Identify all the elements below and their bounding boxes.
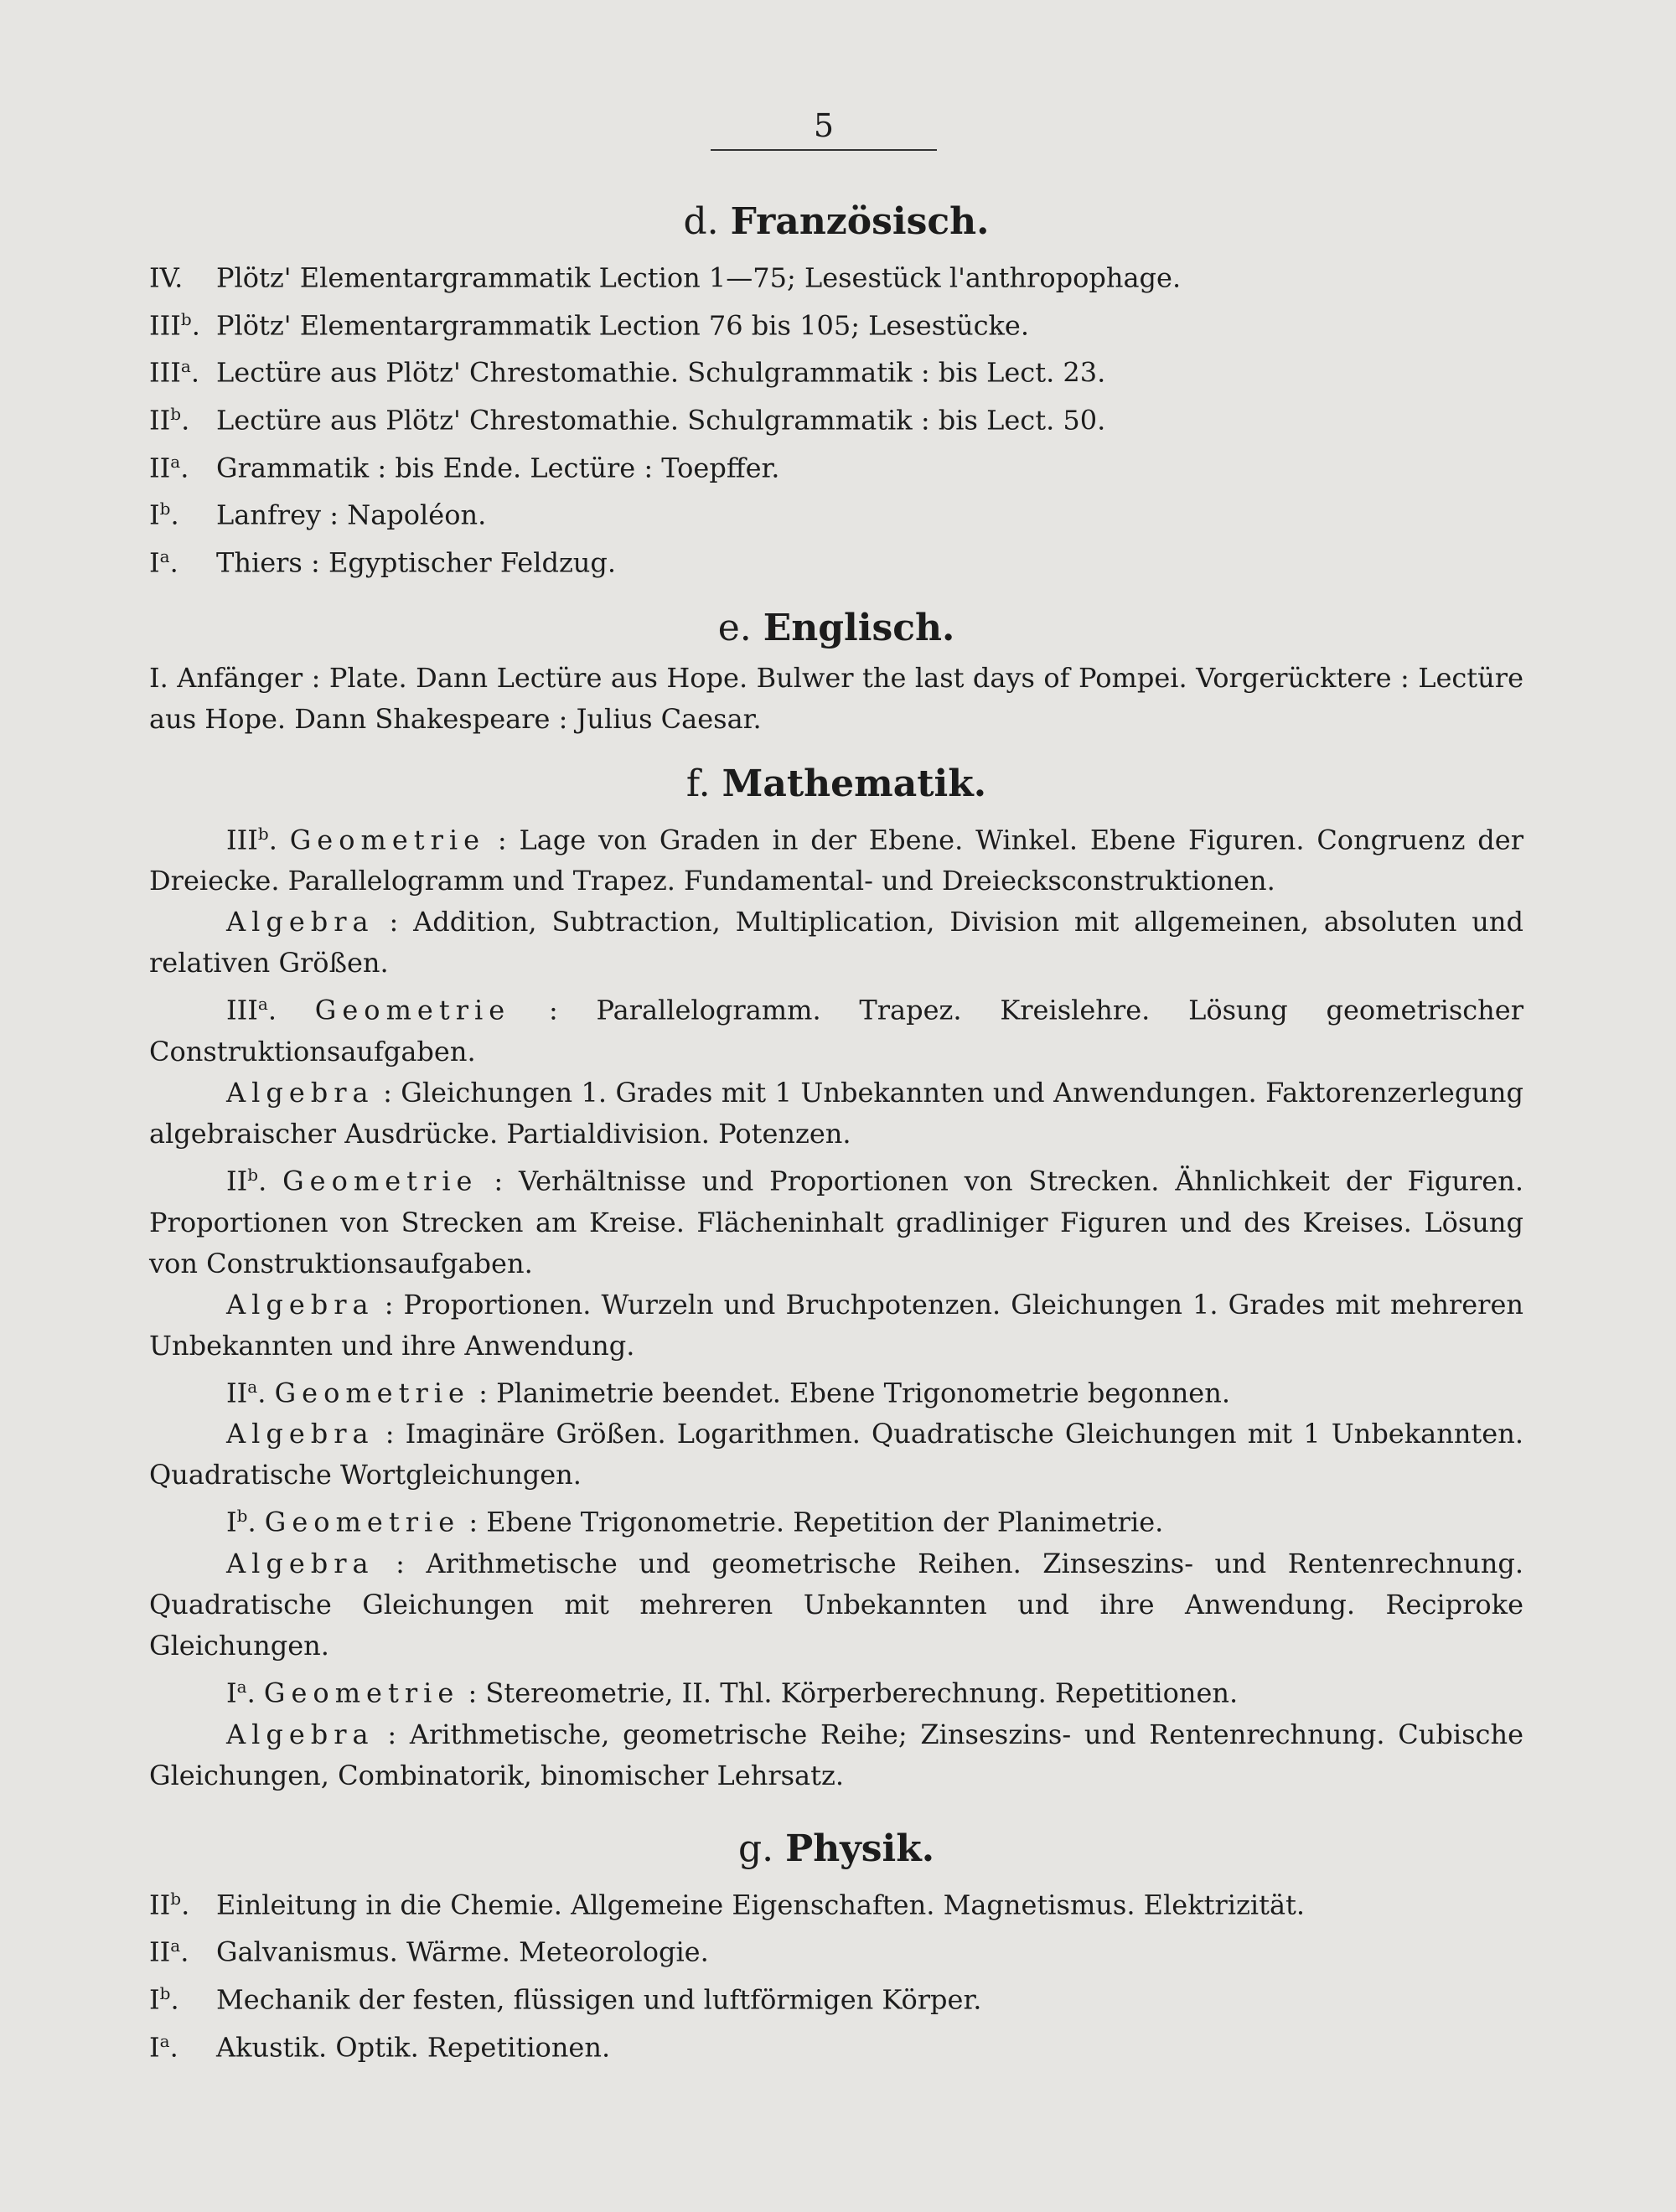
class-level: $I^a$. [149,545,178,579]
math-entry [149,1072,1523,1155]
entry-text: : Lage von Graden in der Ebene. Winkel. Ebene Figuren. Congruenz der Dreiecke. Parallelogramm und Trapez. Fundamental- und Dreiecksconstruktionen. [149,824,1524,897]
topic-label: Algebra [226,1418,375,1450]
class-level: I [226,1677,237,1709]
class-level: $I^b$. [149,499,179,531]
math-entry [149,1284,1523,1367]
section-letter: g. [737,1827,774,1870]
mathematics-list [149,814,1523,1796]
section-heading-english [149,599,1523,658]
entry-text: : Arithmetische, geometrische Reihe; Zinseszins- und Rentenrechnung. Cubische Gleichungen, Combinatorik, binomischer Lehrsatz. [149,1718,1524,1791]
math-entry: $I^a$. Geometrie : Stereometrie, II. Thl. Körperberechnung. Repetitionen. [226,1676,1239,1709]
class-level: $II^b$. [149,403,190,437]
math-entry [149,1714,1523,1796]
math-entry: $I^b$. Geometrie : Ebene Trigonometrie. Repetition der Planimetrie. [226,1506,1164,1538]
class-level: $I^b$. [149,1982,179,2016]
page-content [149,193,1523,2068]
math-entry: III$^b$. Geometrie : Lage von Graden in der Ebene. Winkel. Ebene Figuren. Congruenz der Dreiecke. Parallelogramm und Trapez. Fundamental- und Dreiecksconstruktionen. [149,823,1524,897]
list-item [149,1879,1523,1926]
topic-label: Algebra [226,1288,375,1320]
entry-text: : Proportionen. Wurzeln und Bruchpotenzen. Gleichungen 1. Grades mit mehreren Unbekannten und ihre Anwendung. [149,1288,1524,1362]
list-item [149,251,1523,299]
list-item [149,346,1523,394]
class-level: II [226,1377,248,1409]
entry-text: : Ebene Trigonometrie. Repetition der Planimetrie. [468,1506,1164,1538]
section-title: Physik. [785,1827,935,1870]
item-text: Mechanik der festen, flüssigen und luftförmigen Körper. [216,1983,982,2016]
class-level: III$^a$. [149,356,200,389]
topic-label: Geometrie [289,824,486,856]
topic-label: Geometrie [264,1506,461,1538]
list-item [149,442,1523,489]
section-title: Mathematik. [722,762,987,805]
class-level: III$^b$. [149,308,200,342]
section-letter: e. [717,606,752,649]
item-text: Lectüre aus Plötz' Chrestomathie. Schulgrammatik : bis Lect. 50. [216,404,1106,437]
class-level: $II^a$. [149,451,189,484]
topic-label: Algebra [226,906,375,938]
class-level: I [226,1506,237,1538]
list-item [149,299,1523,347]
section-heading-french [149,193,1523,251]
item-text: Plötz' Elementargrammatik Lection 1—75; Lesestück l'anthropophage. [216,261,1182,294]
item-text: Lanfrey : Napoléon. [216,499,487,531]
math-entry: $II^a$. Geometrie : Planimetrie beendet. Ebene Trigonometrie begonnen. [226,1376,1231,1409]
topic-label: Geometrie [263,1677,460,1709]
math-entry: III$^a$. Geometrie : Parallelogramm. Trapez. Kreislehre. Lösung geometrischer Construktionsaufgaben. [149,994,1524,1067]
item-text: Plötz' Elementargrammatik Lection 76 bis 105; Lesestücke. [216,309,1029,342]
item-text: Grammatik : bis Ende. Lectüre : Toepffer. [216,452,780,484]
class-level: II [226,1165,248,1197]
class-level: IV. [149,261,184,294]
section-letter: d. [683,200,719,243]
entry-text: : Imaginäre Größen. Logarithmen. Quadratische Gleichungen mit 1 Unbekannten. Quadratische Wortgleichungen. [149,1418,1524,1491]
topic-label: Algebra [226,1547,375,1579]
english-paragraph: I. Anfänger : Plate. Dann Lectüre aus Hope. Bulwer the last days of Pompei. Vorgerücktere : Lectüre aus Hope. Dann Shakespeare : Julius Caesar. [149,661,1523,735]
math-entry [149,1414,1523,1496]
topic-label: Geometrie [282,1165,478,1197]
item-text: Thiers : Egyptischer Feldzug. [216,546,617,579]
entry-text: : Parallelogramm. Trapez. Kreislehre. Lösung geometrischer Construktionsaufgaben. [149,994,1524,1067]
item-text: Lectüre aus Plötz' Chrestomathie. Schulgrammatik : bis Lect. 23. [216,356,1106,389]
entry-text: : Arithmetische und geometrische Reihen. Zinseszins- und Rentenrechnung. Quadratische Gleichungen mit mehreren Unbekannten und ihre Anwendung. Reciproke Gleichungen. [149,1547,1523,1662]
section-heading-mathematics [149,755,1523,814]
list-item [149,1925,1523,1973]
header-rule [711,149,937,151]
entry-text: : Addition, Subtraction, Multiplication, Division mit allgemeinen, absoluten und relativen Größen. [149,906,1524,979]
math-entry [149,1543,1523,1667]
class-level: $II^a$. [149,1936,189,1968]
topic-label: Geometrie [314,994,511,1026]
section-heading-physics [149,1820,1523,1879]
math-entry: $II^b$. Geometrie : Verhältnisse und Proportionen von Strecken. Ähnlichkeit der Figuren. Proportionen von Strecken am Kreise. Flächeninhalt gradliniger Figuren und des Kreises. Lösung von Construktionsaufgaben. [149,1164,1524,1279]
entry-text: : Planimetrie beendet. Ebene Trigonometrie begonnen. [478,1377,1231,1409]
list-item [149,536,1523,584]
entry-text: : Verhältnisse und Proportionen von Strecken. Ähnlichkeit der Figuren. Proportionen von Strecken am Kreise. Flächeninhalt gradliniger Figuren und des Kreises. Lösung von Construktionsaufgaben. [149,1165,1524,1279]
section-title: Englisch. [763,606,955,649]
item-text: Galvanismus. Wärme. Meteorologie. [216,1936,709,1968]
page-number: 5 [813,107,835,144]
class-level: $I^a$. [149,2030,178,2064]
topic-label: Geometrie [274,1377,470,1409]
entry-text: : Stereometrie, II. Thl. Körperberechnung. Repetitionen. [468,1677,1239,1709]
list-item [149,488,1523,536]
entry-text: : Gleichungen 1. Grades mit 1 Unbekannten und Anwendungen. Faktorenzerlegung algebraischer Ausdrücke. Partialdivision. Potenzen. [149,1076,1524,1150]
class-level: III [226,994,258,1026]
class-level: $II^b$. [149,1888,190,1921]
class-level: III [226,824,258,856]
topic-label: Algebra [226,1076,375,1109]
math-entry [149,902,1523,984]
section-letter: f. [685,762,711,805]
french-list [149,251,1523,584]
section-title: Französisch. [730,200,990,243]
list-item [149,1973,1523,2021]
physics-list [149,1879,1523,2069]
item-text: Einleitung in die Chemie. Allgemeine Eigenschaften. Magnetismus. Elektrizität. [216,1889,1306,1921]
item-text: Akustik. Optik. Repetitionen. [216,2031,611,2064]
topic-label: Algebra [226,1718,375,1750]
list-item [149,394,1523,442]
list-item [149,2021,1523,2069]
